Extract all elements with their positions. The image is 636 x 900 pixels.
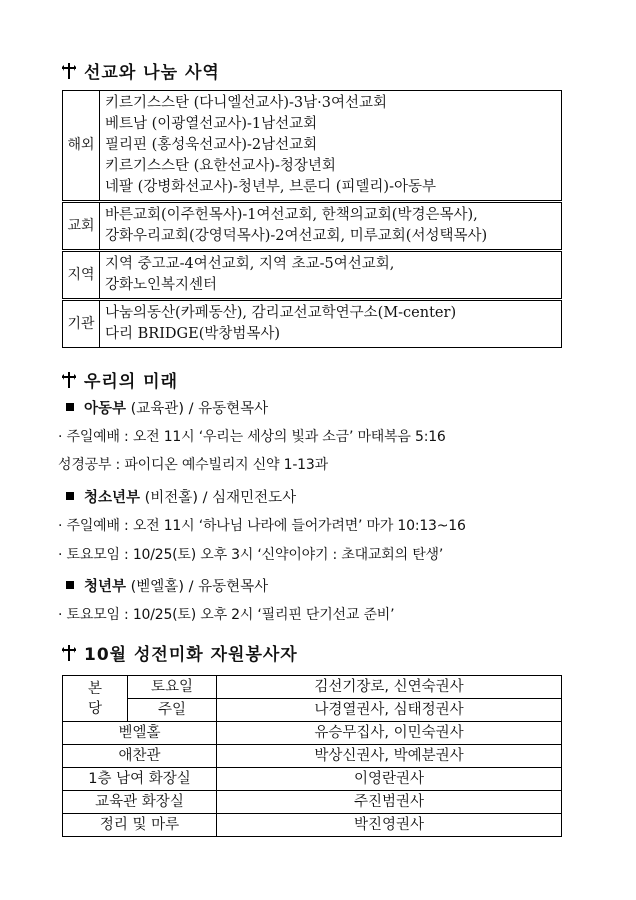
category-cell: 지역 xyxy=(63,251,100,300)
mission-line: 베트남 (이광열선교사)-1남선교회 xyxy=(105,116,318,132)
lines-cell xyxy=(100,300,562,348)
group-heading-youth xyxy=(66,486,296,507)
mission-line: 필리핀 (홍성욱선교사)-2남선교회 xyxy=(105,137,318,153)
names-cell: 유승무집사, 이민숙권사 xyxy=(217,722,562,745)
future-section-title xyxy=(62,367,178,392)
names-cell: 박상신권사, 박예분권사 xyxy=(217,745,562,768)
schedule-item: · 토요모임 : 10/25(토) 오후 3시 ‘신약이야기 : 초대교회의 탄생’ xyxy=(58,547,444,563)
mission-line: 강화노인복지센터 xyxy=(105,277,218,293)
volunteer-row xyxy=(63,699,562,722)
names-cell: 주진범권사 xyxy=(217,791,562,814)
sunday-label: 주일 xyxy=(128,699,217,722)
names-cell: 이영란권사 xyxy=(217,768,562,791)
mission-line: 바른교회(이주헌목사)-1여선교회, 한책의교회(박경은목사), xyxy=(105,207,478,223)
group-heading-children xyxy=(66,397,268,418)
volunteer-row xyxy=(63,722,562,745)
mission-line: 네팔 (강병화선교사)-청년부, 브룬디 (피델리)-아동부 xyxy=(105,179,437,195)
cross-icon xyxy=(62,372,76,388)
schedule-item: · 주일예배 : 오전 11시 ‘하나님 나라에 들어가려면’ 마가 10:13~16 xyxy=(58,518,466,534)
sunday-names: 나경열권사, 심태정권사 xyxy=(217,699,562,722)
group-detail: (교육관) / 유동현목사 xyxy=(126,401,269,417)
group-detail: (벧엘홀) / 유동현목사 xyxy=(126,579,269,595)
place-cell: 교육관 화장실 xyxy=(63,791,217,814)
mission-row-region xyxy=(63,251,562,300)
place-cell: 애찬관 xyxy=(63,745,217,768)
mission-row-institution xyxy=(63,300,562,348)
place-cell: 1층 남여 화장실 xyxy=(63,768,217,791)
volunteer-row xyxy=(63,791,562,814)
place-cell: 벧엘홀 xyxy=(63,722,217,745)
category-cell: 교회 xyxy=(63,202,100,251)
group-name: 아동부 xyxy=(84,401,127,417)
group-name: 청소년부 xyxy=(84,490,141,506)
square-bullet-icon xyxy=(66,492,74,500)
saturday-label: 토요일 xyxy=(128,676,217,699)
category-cell: 기관 xyxy=(63,300,100,348)
mission-line: 키르기스스탄 (요한선교사)-청장년회 xyxy=(105,158,336,174)
mission-line: 강화우리교회(강영덕목사)-2여선교회, 미루교회(서성택목사) xyxy=(105,228,488,244)
group-name: 청년부 xyxy=(84,579,127,595)
mission-line: 나눔의동산(카페동산), 감리교선교학연구소(M-center) xyxy=(105,305,457,321)
saturday-names: 김선기장로, 신연숙권사 xyxy=(217,676,562,699)
names-cell: 박진영권사 xyxy=(217,814,562,837)
category-cell: 해외 xyxy=(63,91,100,202)
cross-icon xyxy=(62,63,76,79)
schedule-item: · 토요모임 : 10/25(토) 오후 2시 ‘필리핀 단기선교 준비’ xyxy=(58,607,395,623)
mission-title: 선교와 나눔 사역 xyxy=(84,63,220,83)
square-bullet-icon xyxy=(66,403,74,411)
volunteer-table xyxy=(62,675,562,837)
square-bullet-icon xyxy=(66,581,74,589)
mission-line: 키르기스스탄 (다니엘선교사)-3남·3여선교회 xyxy=(105,95,387,111)
future-title: 우리의 미래 xyxy=(84,372,179,392)
schedule-item: · 주일예배 : 오전 11시 ‘우리는 세상의 빛과 소금’ 마태복음 5:16 xyxy=(58,429,446,445)
schedule-item: 성경공부 : 파이디온 예수빌리지 신약 1-13과 xyxy=(58,457,328,473)
cross-icon xyxy=(62,645,76,661)
mission-row-overseas xyxy=(63,91,562,202)
lines-cell xyxy=(100,91,562,202)
lines-cell xyxy=(100,251,562,300)
main-hall-label-bottom: 당 xyxy=(87,700,102,717)
mission-section-title xyxy=(62,58,220,83)
volunteer-section-title xyxy=(62,640,298,665)
mission-row-church xyxy=(63,202,562,251)
mission-line: 지역 중고교-4여선교회, 지역 초교-5여선교회, xyxy=(105,256,395,272)
mission-table xyxy=(62,90,562,348)
mission-line: 다리 BRIDGE(박창범목사) xyxy=(105,326,281,342)
place-cell: 정리 및 마루 xyxy=(63,814,217,837)
volunteer-row xyxy=(63,814,562,837)
volunteer-title: 10월 성전미화 자원봉사자 xyxy=(84,645,298,665)
main-hall-label-top: 본 xyxy=(87,680,102,697)
volunteer-row xyxy=(63,768,562,791)
main-hall-label-cell xyxy=(63,676,128,722)
group-heading-young-adults xyxy=(66,575,268,596)
group-detail: (비전홀) / 심재민전도사 xyxy=(140,490,297,506)
lines-cell xyxy=(100,202,562,251)
volunteer-row xyxy=(63,745,562,768)
volunteer-row xyxy=(63,676,562,699)
